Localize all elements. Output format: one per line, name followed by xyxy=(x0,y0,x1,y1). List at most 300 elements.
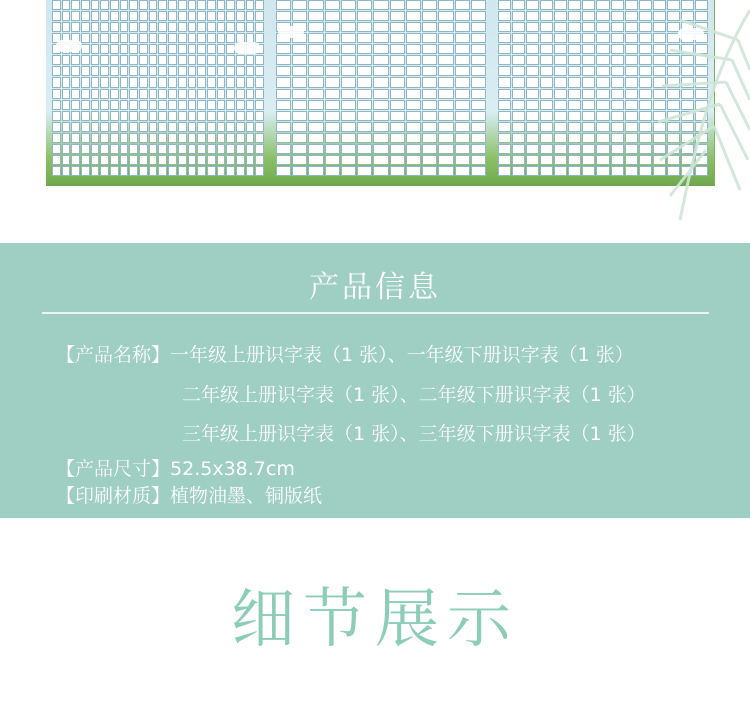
grid-cell xyxy=(120,44,129,54)
grid-cell xyxy=(292,0,307,10)
grid-cell xyxy=(373,144,388,154)
grid-cell xyxy=(292,77,307,87)
grid-cell xyxy=(129,55,138,65)
grid-cell xyxy=(596,111,609,121)
grid-cell xyxy=(197,89,206,99)
grid-cell xyxy=(149,44,158,54)
grid-cell xyxy=(611,133,624,143)
grid-cell xyxy=(438,155,453,165)
grid-cell xyxy=(188,133,197,143)
grid-cell xyxy=(276,77,291,87)
grid-cell xyxy=(100,166,109,176)
grid-cell xyxy=(217,89,226,99)
grid-cell xyxy=(91,11,100,21)
grid-cell xyxy=(554,122,567,132)
grid-cell xyxy=(246,133,255,143)
grid-cell xyxy=(178,44,187,54)
grid-cell xyxy=(188,55,197,65)
grid-cell xyxy=(526,166,539,176)
grid-cell xyxy=(526,89,539,99)
grid-cell xyxy=(568,66,581,76)
grid-cell xyxy=(71,0,80,10)
grid-cell xyxy=(71,11,80,21)
grid-cell xyxy=(100,11,109,21)
grid-cell xyxy=(100,111,109,121)
grid-cell xyxy=(308,133,323,143)
grid-cell xyxy=(236,166,245,176)
grid-cell xyxy=(236,122,245,132)
grid-cell xyxy=(236,111,245,121)
grid-cell xyxy=(438,100,453,110)
grid-cell xyxy=(129,44,138,54)
grid-cell xyxy=(110,111,119,121)
grid-cell xyxy=(100,100,109,110)
grid-cell xyxy=(158,33,167,43)
grid-cell xyxy=(178,111,187,121)
grid-cell xyxy=(526,77,539,87)
grid-cell xyxy=(246,66,255,76)
grid-cell xyxy=(422,22,437,32)
grid-cell xyxy=(129,0,138,10)
grid-cell xyxy=(91,66,100,76)
grid-cell xyxy=(438,111,453,121)
grid-cell xyxy=(236,89,245,99)
grid-cell xyxy=(540,100,553,110)
grid-cell xyxy=(71,66,80,76)
grid-cell xyxy=(110,66,119,76)
grid-cell xyxy=(120,66,129,76)
grid-cell xyxy=(611,0,624,10)
grid-cell xyxy=(110,133,119,143)
grid-cell xyxy=(540,22,553,32)
grid-cell xyxy=(438,55,453,65)
grid-cell xyxy=(406,0,421,10)
grid-cell xyxy=(226,122,235,132)
grid-cell xyxy=(554,66,567,76)
grid-cell xyxy=(207,100,216,110)
grid-cell xyxy=(512,122,525,132)
grid-cell xyxy=(390,0,405,10)
grid-cell xyxy=(471,44,486,54)
grid-cell xyxy=(226,100,235,110)
product-size-value: 52.5x38.7cm xyxy=(170,458,295,480)
grid-cell xyxy=(81,155,90,165)
grid-cell xyxy=(554,44,567,54)
grid-cell xyxy=(100,133,109,143)
grid-cell xyxy=(498,155,511,165)
grid-cell xyxy=(554,100,567,110)
grid-cell xyxy=(568,166,581,176)
grid-cell xyxy=(325,77,340,87)
grid-cell xyxy=(526,22,539,32)
grid-cell xyxy=(188,0,197,10)
grid-cell xyxy=(158,55,167,65)
grid-cell xyxy=(178,22,187,32)
grid-cell xyxy=(207,144,216,154)
grid-cell xyxy=(582,22,595,32)
grid-cell xyxy=(582,133,595,143)
grid-cell xyxy=(276,0,291,10)
grid-cell xyxy=(292,100,307,110)
grid-cell xyxy=(325,122,340,132)
grid-cell xyxy=(168,11,177,21)
grid-cell xyxy=(455,44,470,54)
grid-cell xyxy=(81,111,90,121)
grid-cell xyxy=(149,166,158,176)
grid-cell xyxy=(120,111,129,121)
grid-cell xyxy=(217,166,226,176)
grid-cell xyxy=(471,0,486,10)
grid-cell xyxy=(582,77,595,87)
grid-cell xyxy=(158,166,167,176)
grid-cell xyxy=(471,111,486,121)
grid-cell xyxy=(207,155,216,165)
grid-cell xyxy=(438,122,453,132)
cloud-decoration xyxy=(278,26,304,38)
product-name-label: 【产品名称】 xyxy=(56,344,171,366)
grid-cell xyxy=(625,166,638,176)
grid-cell xyxy=(373,166,388,176)
grid-cell xyxy=(498,89,511,99)
grid-cell xyxy=(149,33,158,43)
grid-cell xyxy=(110,122,119,132)
grid-cell xyxy=(120,155,129,165)
grid-cell xyxy=(255,22,264,32)
grid-cell xyxy=(81,89,90,99)
grid-cell xyxy=(236,11,245,21)
grid-cell xyxy=(498,44,511,54)
grid-cell xyxy=(422,155,437,165)
grid-cell xyxy=(149,22,158,32)
grid-cell xyxy=(512,166,525,176)
grid-cell xyxy=(498,0,511,10)
grid-cell xyxy=(422,122,437,132)
grid-cell xyxy=(139,100,148,110)
grid-cell xyxy=(188,122,197,132)
grid-cell xyxy=(373,77,388,87)
grid-cell xyxy=(178,100,187,110)
product-size-label: 【产品尺寸】 xyxy=(56,458,171,480)
grid-cell xyxy=(197,22,206,32)
grid-cell xyxy=(91,44,100,54)
grid-cell xyxy=(512,111,525,121)
grid-cell xyxy=(611,122,624,132)
grid-cell xyxy=(406,44,421,54)
grid-cell xyxy=(81,77,90,87)
grid-cell xyxy=(455,22,470,32)
grid-cell xyxy=(100,55,109,65)
grid-cell xyxy=(236,155,245,165)
grid-cell xyxy=(71,89,80,99)
grid-cell xyxy=(325,22,340,32)
grid-cell xyxy=(512,133,525,143)
grid-cell xyxy=(158,111,167,121)
grid-cell xyxy=(236,0,245,10)
grid-cell xyxy=(139,22,148,32)
grid-cell xyxy=(62,155,71,165)
grid-cell xyxy=(178,122,187,132)
grid-cell xyxy=(582,100,595,110)
grid-cell xyxy=(129,33,138,43)
grid-cell xyxy=(540,133,553,143)
grid-cell xyxy=(568,155,581,165)
grid-cell xyxy=(110,155,119,165)
grid-cell xyxy=(596,33,609,43)
grid-cell xyxy=(357,89,372,99)
grid-cell xyxy=(255,100,264,110)
grid-cell xyxy=(226,89,235,99)
grid-cell xyxy=(625,133,638,143)
grid-cell xyxy=(526,100,539,110)
grid-cell xyxy=(526,11,539,21)
grid-cell xyxy=(341,111,356,121)
grid-cell xyxy=(292,66,307,76)
grid-cell xyxy=(390,55,405,65)
grid-cell xyxy=(226,133,235,143)
grid-cell xyxy=(168,111,177,121)
grid-cell xyxy=(390,66,405,76)
grid-cell xyxy=(498,122,511,132)
grid-cell xyxy=(81,100,90,110)
grid-cell xyxy=(71,77,80,87)
grid-cell xyxy=(341,166,356,176)
grid-cell xyxy=(390,111,405,121)
grid-cell xyxy=(292,133,307,143)
grid-cell xyxy=(568,133,581,143)
grid-cell xyxy=(554,33,567,43)
grid-cell xyxy=(611,100,624,110)
grid-cell xyxy=(120,11,129,21)
grid-cell xyxy=(308,66,323,76)
grid-cell xyxy=(71,111,80,121)
grid-cell xyxy=(129,100,138,110)
grid-cell xyxy=(308,122,323,132)
grid-cell xyxy=(217,22,226,32)
grid-cell xyxy=(158,122,167,132)
grid-cell xyxy=(582,155,595,165)
grid-cell xyxy=(325,155,340,165)
grid-cell xyxy=(246,100,255,110)
grid-cell xyxy=(226,111,235,121)
grid-cell xyxy=(129,111,138,121)
grid-cell xyxy=(197,11,206,21)
grid-cell xyxy=(325,89,340,99)
grid-cell xyxy=(357,100,372,110)
grid-cell xyxy=(52,22,61,32)
grid-cell xyxy=(512,77,525,87)
grid-cell xyxy=(540,77,553,87)
grid-cell xyxy=(625,55,638,65)
grid-cell xyxy=(373,55,388,65)
grid-cell xyxy=(438,166,453,176)
grid-cell xyxy=(236,55,245,65)
grid-cell xyxy=(568,77,581,87)
grid-cell xyxy=(246,0,255,10)
grid-cell xyxy=(81,55,90,65)
grid-cell xyxy=(308,100,323,110)
grid-cell xyxy=(52,144,61,154)
grid-cell xyxy=(217,111,226,121)
grid-cell xyxy=(197,111,206,121)
grid-cell xyxy=(236,66,245,76)
grid-cell xyxy=(554,55,567,65)
grid-cell xyxy=(120,55,129,65)
grid-cell xyxy=(406,100,421,110)
grid-cell xyxy=(217,33,226,43)
grid-cell xyxy=(246,166,255,176)
grid-cell xyxy=(471,66,486,76)
grid-cell xyxy=(357,133,372,143)
grid-cell xyxy=(455,55,470,65)
grid-cell xyxy=(246,111,255,121)
grid-cell xyxy=(390,11,405,21)
grid-cell xyxy=(168,155,177,165)
grid-cell xyxy=(554,11,567,21)
grid-cell xyxy=(373,122,388,132)
grid-cell xyxy=(188,11,197,21)
grid-cell xyxy=(188,22,197,32)
grid-cell xyxy=(625,155,638,165)
grid-cell xyxy=(188,166,197,176)
grid-cell xyxy=(498,111,511,121)
grid-cell xyxy=(100,89,109,99)
grid-cell xyxy=(373,33,388,43)
grid-cell xyxy=(149,111,158,121)
grid-cell xyxy=(512,100,525,110)
grid-cell xyxy=(71,155,80,165)
grid-cell xyxy=(149,0,158,10)
grid-cell xyxy=(554,89,567,99)
grid-cell xyxy=(526,155,539,165)
grid-cell xyxy=(540,144,553,154)
grid-cell xyxy=(149,11,158,21)
grid-cell xyxy=(255,89,264,99)
grid-cell xyxy=(276,66,291,76)
grid-cell xyxy=(568,44,581,54)
grid-cell xyxy=(207,89,216,99)
grid-cell xyxy=(498,166,511,176)
grid-cell xyxy=(292,111,307,121)
grid-cell xyxy=(292,166,307,176)
grid-cell xyxy=(62,100,71,110)
grid-cell xyxy=(139,55,148,65)
grid-cell xyxy=(308,111,323,121)
grid-cell xyxy=(422,44,437,54)
grid-cell xyxy=(526,133,539,143)
product-name-line-2: 二年级上册识字表（1 张）、二年级下册识字表（1 张） xyxy=(182,384,646,406)
grid-cell xyxy=(357,33,372,43)
grid-cell xyxy=(455,0,470,10)
grid-cell xyxy=(158,155,167,165)
grid-cell xyxy=(149,55,158,65)
grid-cell xyxy=(246,11,255,21)
grid-cell xyxy=(129,133,138,143)
grid-cell xyxy=(611,77,624,87)
grid-cell xyxy=(455,144,470,154)
grid-cell xyxy=(498,77,511,87)
grid-cell xyxy=(438,77,453,87)
grid-cell xyxy=(357,111,372,121)
grid-cell xyxy=(582,55,595,65)
grid-cell xyxy=(62,66,71,76)
grid-cell xyxy=(455,77,470,87)
grid-cell xyxy=(188,33,197,43)
grid-cell xyxy=(390,155,405,165)
grid-cell xyxy=(325,66,340,76)
grid-cell xyxy=(406,55,421,65)
grid-cell xyxy=(226,77,235,87)
material-value: 植物油墨、铜版纸 xyxy=(170,485,323,507)
grid-cell xyxy=(308,55,323,65)
grid-cell xyxy=(357,77,372,87)
grid-cell xyxy=(625,44,638,54)
grid-cell xyxy=(62,22,71,32)
grid-cell xyxy=(226,55,235,65)
grid-cell xyxy=(81,22,90,32)
grid-cell xyxy=(188,144,197,154)
grid-cell xyxy=(357,55,372,65)
grid-cell xyxy=(373,133,388,143)
grid-cell xyxy=(158,22,167,32)
grid-cell xyxy=(292,122,307,132)
grid-cell xyxy=(308,44,323,54)
grid-cell xyxy=(582,66,595,76)
grid-cell xyxy=(188,111,197,121)
grid-cell xyxy=(168,133,177,143)
grid-cell xyxy=(292,155,307,165)
grid-cell xyxy=(178,66,187,76)
grid-cell xyxy=(110,89,119,99)
grid-cell xyxy=(438,33,453,43)
grid-cell xyxy=(422,77,437,87)
grid-cell xyxy=(455,66,470,76)
grid-cell xyxy=(158,100,167,110)
grid-cell xyxy=(62,122,71,132)
grid-cell xyxy=(512,155,525,165)
grid-cell xyxy=(120,144,129,154)
product-size-row xyxy=(56,456,295,482)
grid-cell xyxy=(120,166,129,176)
grid-cell xyxy=(625,100,638,110)
grid-cell xyxy=(129,77,138,87)
grid-cell xyxy=(526,0,539,10)
grid-cell xyxy=(188,66,197,76)
grid-cell xyxy=(246,144,255,154)
grid-cell xyxy=(596,11,609,21)
grid-cell xyxy=(158,89,167,99)
grid-cell xyxy=(178,133,187,143)
grid-cell xyxy=(611,144,624,154)
grid-cell xyxy=(554,144,567,154)
grid-cell xyxy=(52,0,61,10)
grid-cell xyxy=(100,22,109,32)
grid-cell xyxy=(512,144,525,154)
grid-cell xyxy=(52,166,61,176)
grid-cell xyxy=(236,144,245,154)
grid-cell xyxy=(100,33,109,43)
grid-cell xyxy=(498,11,511,21)
grid-cell xyxy=(168,44,177,54)
grid-cell xyxy=(71,133,80,143)
grid-cell xyxy=(207,111,216,121)
grid-cell xyxy=(139,89,148,99)
product-name-line-1: 一年级上册识字表（1 张）、一年级下册识字表（1 张） xyxy=(170,344,634,366)
grid-cell xyxy=(540,55,553,65)
grid-cell xyxy=(406,144,421,154)
grid-cell xyxy=(188,89,197,99)
grid-cell xyxy=(276,44,291,54)
grid-cell xyxy=(611,111,624,121)
